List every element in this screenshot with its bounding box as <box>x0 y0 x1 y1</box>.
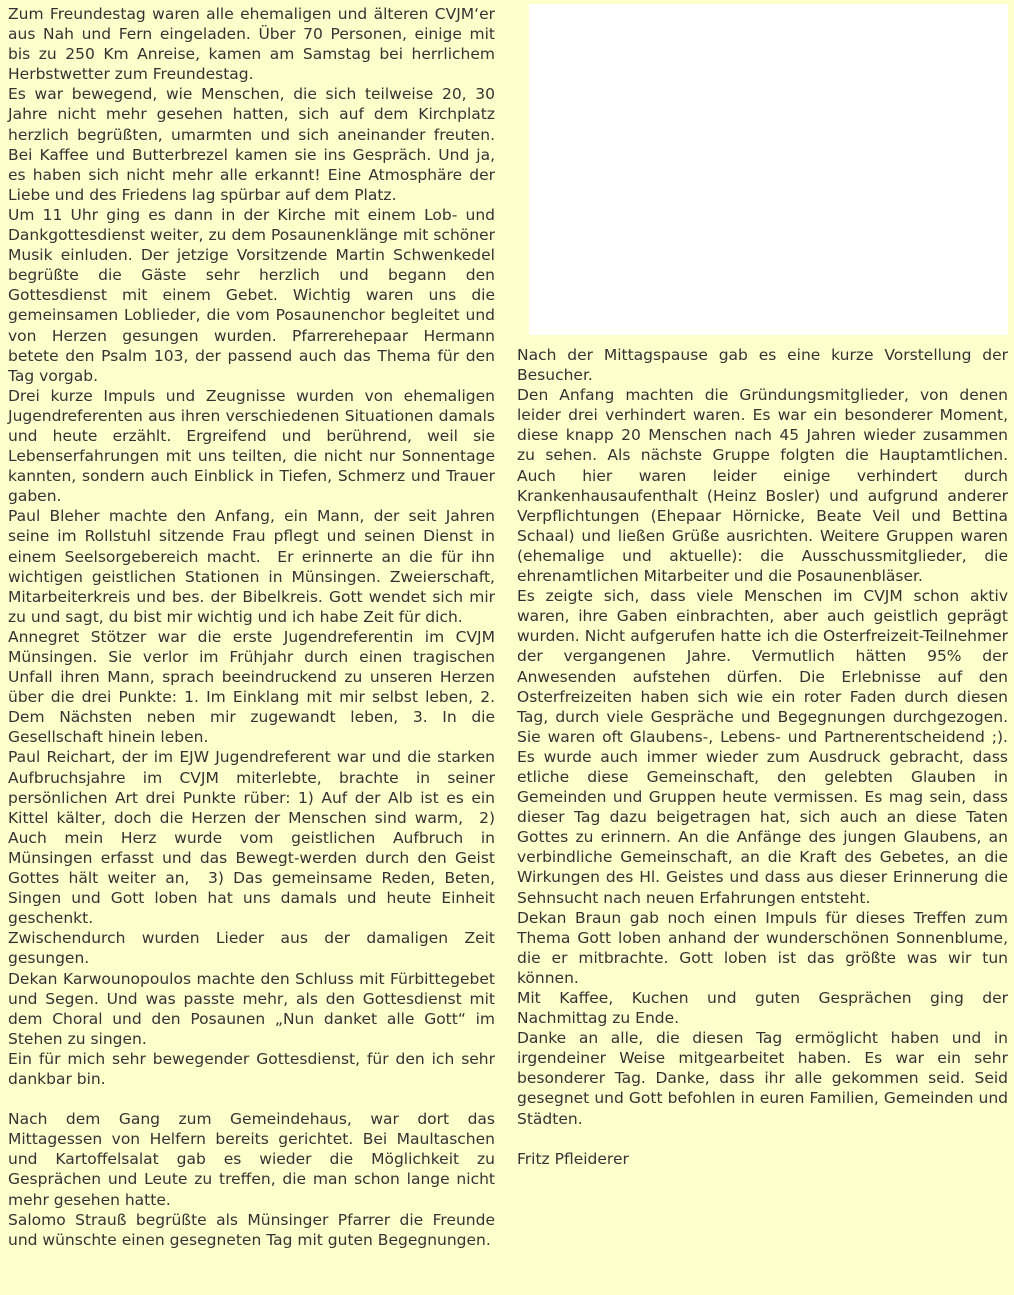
paragraph: Nach dem Gang zum Gemeindehaus, war dort das Mittagessen von Helfern bereits gerichtet. Bei Maultaschen und Kartoffelsalat gab es wieder die Möglichkeit zu Gesprächen und Leute zu treffen, die man schon lange nicht mehr gesehen hatte. <box>8 1110 495 1209</box>
paragraph: Salomo Strauß begrüßte als Münsinger Pfarrer die Freunde und wünschte einen gesegneten Tag mit guten Begegnungen. <box>8 1210 495 1249</box>
paragraph: Dekan Karwounopoulos machte den Schluss mit Fürbittegebet und Segen. Und was passte mehr, als den Gottesdienst mit dem Choral und den Posaunen „Nun danket alle Gott“ im Stehen zu singen. <box>8 969 495 1048</box>
paragraph: Dekan Braun gab noch einen Impuls für dieses Treffen zum Thema Gott loben anhand der wunderschönen Sonnenblume, die er mitbrachte. Gott loben ist das größte was wir tun können. <box>517 908 1008 987</box>
left-column <box>8 4 495 1295</box>
paragraph: Es war bewegend, wie Menschen, die sich teilweise 20, 30 Jahre nicht mehr gesehen hatten, sich auf dem Kirchplatz herzlich begrüßten, umarmten und sich aneinander freuten. Bei Kaffee und Butterbrezel kamen sie ins Gespräch. Und ja, es haben sich nicht mehr alle erkannt! Eine Atmosphäre der Liebe und des Friedens lag spürbar auf dem Platz. <box>8 85 495 204</box>
paragraph <box>517 1129 1008 1149</box>
paragraph: Drei kurze Impuls und Zeugnisse wurden von ehemaligen Jugendreferenten aus ihren verschiedenen Situationen damals und heute erzählt. Ergreifend und berührend, weil sie Lebenserfahrungen mit uns teilten, die nicht nur Sonnentage kannten, sondern auch Einblick in Tiefen, Schmerz und Trauer gaben. <box>8 386 495 506</box>
paragraph: Zum Freundestag waren alle ehemaligen und älteren CVJM‘er aus Nah und Fern eingeladen. Über 70 Personen, einige mit bis zu 250 Km Anreise, kamen am Samstag bei herrlichem Herbstwetter zum Freundestag. <box>8 5 495 84</box>
right-column <box>517 4 1008 1295</box>
signature: Fritz Pfleiderer <box>517 1149 629 1168</box>
paragraph: Danke an alle, die diesen Tag ermöglicht haben und in irgendeiner Weise mitgearbeitet haben. Es war ein sehr besonderer Tag. Danke, dass ihr alle gekommen seid. Seid gesegnet und Gott befohlen in euren Familien, Gemeinden und Städten. <box>517 1029 1008 1128</box>
paragraph: Paul Reichart, der im EJW Jugendreferent war und die starken Aufbruchsjahre im CVJM miterlebte, brachte in seiner persönlichen Art drei Punkte rüber: 1) Auf der Alb ist es ein Kittel kälter, doch die Herzen der Menschen sind warm, 2) Auch mein Herz wurde vom geistlichen Aufbruch in Münsingen erfasst und das Bewegt-werden durch den Geist Gottes hält weiter an, 3) Das gemeinsame Reden, Beten, Singen und Gott loben hat uns damals und heute Einheit geschenkt. <box>8 748 495 928</box>
paragraph: Nach der Mittagspause gab es eine kurze Vorstellung der Besucher. <box>517 346 1008 385</box>
paragraph: Ein für mich sehr bewegender Gottesdienst, für den ich sehr dankbar bin. <box>8 1049 495 1088</box>
paragraph: Annegret Stötzer war die erste Jugendreferentin im CVJM Münsingen. Sie verlor im Frühjahr durch einen tragischen Unfall ihren Mann, sprach beeindruckend zu unseren Herzen über die drei Punkte: 1. Im Einklang mit mir selbst leben, 2. Dem Nächsten neben mir zugewandt leben, 3. In die Gesellschaft hinein leben. <box>8 627 495 747</box>
paragraph: Mit Kaffee, Kuchen und guten Gesprächen ging der Nachmittag zu Ende. <box>517 989 1008 1028</box>
right-column-text <box>517 345 1008 1149</box>
photo-placeholder <box>529 4 1008 335</box>
paragraph: Zwischendurch wurden Lieder aus der damaligen Zeit gesungen. <box>8 929 495 968</box>
paragraph: Es zeigte sich, dass viele Menschen im CVJM schon aktiv waren, ihre Gaben einbrachten, aber auch geistlich geprägt wurden. Nicht aufgerufen hatte ich die Osterfreizeit-Teilnehmer der vergangenen Jahre. Vermutlich hätten 95% der Anwesenden aufstehen dürfen. Die Erlebnisse auf den Osterfreizeiten haben sich wie ein roter Faden durch diesen Tag, durch viele Gespräche und Begegnungen durchgezogen. Sie waren oft Glaubens-, Lebens- und Partnerentscheidend ;). Es wurde auch immer wieder zum Ausdruck gebracht, dass etliche diese Gemeinschaft, den gelebten Glauben in Gemeinden und Gruppen heute vermissen. Es mag sein, dass dieser Tag dazu beigetragen hat, sich auch an diese Taten Gottes zu erinnern. An die Anfänge des jungen Glaubens, an verbindliche Gemeinschaft, an die Kraft des Gebetes, an die Wirkungen des Hl. Geistes und dass aus dieser Erinnerung die Sehnsucht nach neuen Erfahrungen entsteht. <box>517 587 1008 907</box>
paragraph: Den Anfang machten die Gründungsmitglieder, von denen leider drei verhindert waren. Es war ein besonderer Moment, diese knapp 20 Menschen nach 45 Jahren wieder zusammen zu sehen. Als nächste Gruppe folgten die Hauptamtlichen. Auch hier waren leider einige verhindert durch Krankenhausaufenthalt (Heinz Bosler) und aufgrund anderer Verpflichtungen (Ehepaar Hörnicke, Beate Veil und Bettina Schaal) und ließen Grüße ausrichten. Weitere Gruppen waren (ehemalige und aktuelle): die Ausschussmitglieder, die ehrenamtlichen Mitarbeiter und die Posaunenbläser. <box>517 386 1008 586</box>
paragraph: Um 11 Uhr ging es dann in der Kirche mit einem Lob- und Dankgottesdienst weiter, zu dem Posaunenklänge mit schöner Musik einluden. Der jetzige Vorsitzende Martin Schwenkedel begrüßte die Gäste sehr herzlich und begann den Gottesdienst mit einem Gebet. Wichtig waren uns die gemeinsamen Loblieder, die vom Posaunenchor begleitet und von Herzen gesungen wurden. Pfarrerehepaar Hermann betete den Psalm 103, der passend auch das Thema für den Tag vorgab. <box>8 205 495 385</box>
paragraph <box>8 1089 495 1109</box>
paragraph: Paul Bleher machte den Anfang, ein Mann, der seit Jahren seine im Rollstuhl sitzende Frau pflegt und seinen Dienst in einem Seelsorgebereich macht. Er erinnerte an die für ihn wichtigen geistlichen Stationen in Münsingen. Zweierschaft, Mitarbeiterkreis und bes. der Bibelkreis. Gott wendet sich mir zu und sagt, du bist mir wichtig und ich habe Zeit für dich. <box>8 507 495 626</box>
